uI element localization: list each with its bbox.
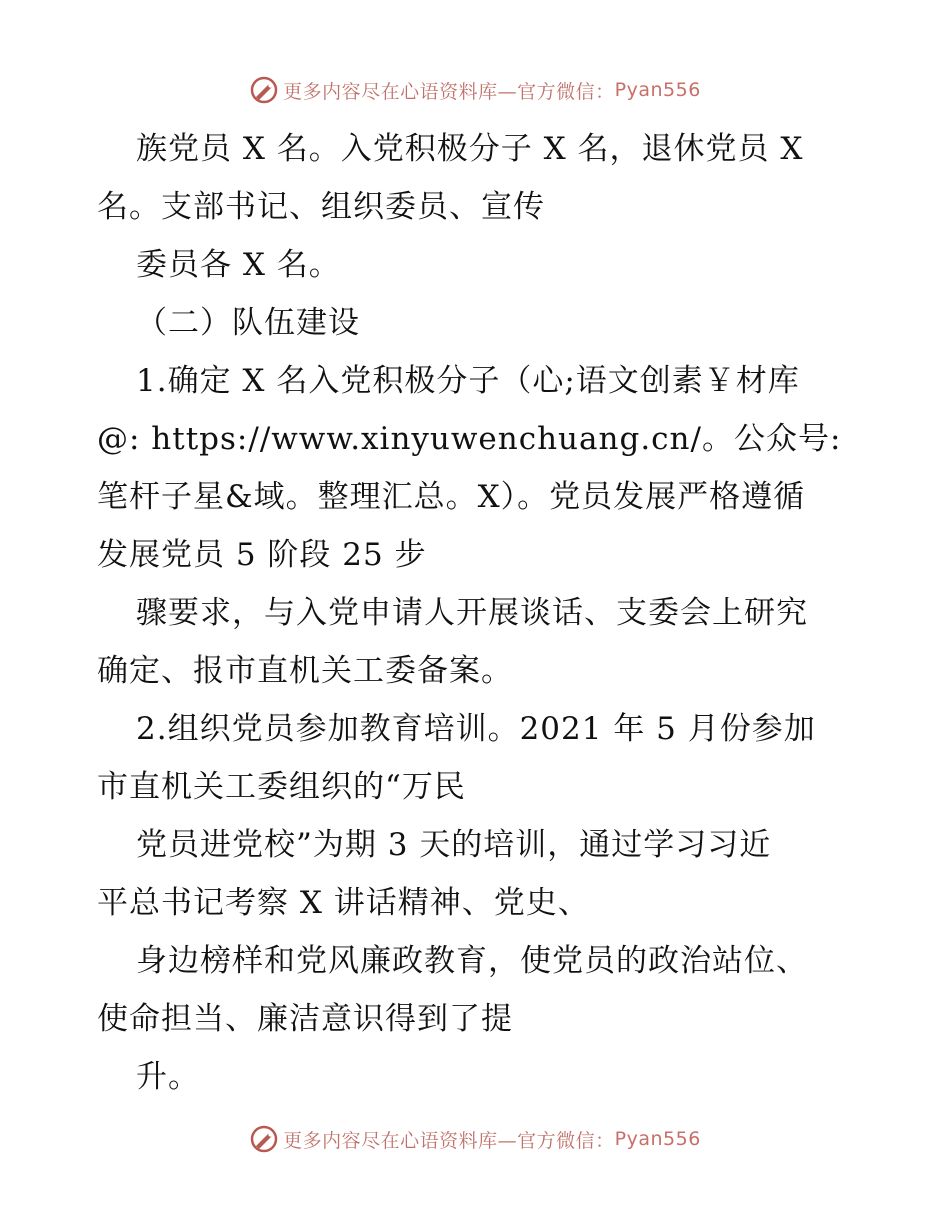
document-body bbox=[97, 120, 867, 1106]
header-wechat-id: Pyan556 bbox=[614, 79, 701, 101]
paragraph-line: 市直机关工委组织的“万民 bbox=[97, 769, 466, 805]
pen-logo-icon bbox=[249, 75, 279, 105]
section-heading: （二）队伍建设 bbox=[136, 305, 360, 341]
page-header-watermark bbox=[0, 72, 950, 108]
paragraph-line: 升。 bbox=[136, 1059, 200, 1095]
paragraph-line: 笔杆子星&域。整理汇总。X）。党员发展严格遵循 bbox=[97, 479, 806, 515]
paragraph-line: 骤要求，与入党申请人开展谈话、支委会上研究 bbox=[136, 595, 808, 631]
paragraph-line: 委员各 X 名。 bbox=[136, 247, 341, 283]
paragraph-line: 使命担当、廉洁意识得到了提 bbox=[97, 1001, 513, 1037]
paragraph-line: 确定、报市直机关工委备案。 bbox=[97, 653, 513, 689]
paragraph-line: 1.确定 X 名入党积极分子（心;语文创素￥材库 bbox=[136, 363, 800, 399]
paragraph-line: 党员进党校”为期 3 天的培训，通过学习习近 bbox=[136, 827, 772, 863]
paragraph-line: @: https://www.xinyuwenchuang.cn/。公众号: bbox=[97, 421, 842, 457]
paragraph-line: 2.组织党员参加教育培训。2021 年 5 月份参加 bbox=[136, 711, 816, 747]
page-footer-watermark bbox=[0, 1121, 950, 1157]
footer-brand-text: 更多内容尽在心语资料库—官方微信： bbox=[283, 1129, 615, 1152]
paragraph-line: 发展党员 5 阶段 25 步 bbox=[97, 537, 427, 573]
paragraph-line: 身边榜样和党风廉政教育，使党员的政治站位、 bbox=[136, 943, 808, 979]
paragraph-line: 平总书记考察 X 讲话精神、党史、 bbox=[97, 885, 590, 921]
paragraph-line: 名。支部书记、组织委员、宣传 bbox=[97, 189, 545, 225]
paragraph-line: 族党员 X 名。入党积极分子 X 名，退休党员 X bbox=[136, 131, 804, 167]
footer-wechat-id: Pyan556 bbox=[614, 1128, 701, 1150]
header-brand-text: 更多内容尽在心语资料库—官方微信： bbox=[283, 80, 615, 103]
pen-logo-icon bbox=[249, 1124, 279, 1154]
